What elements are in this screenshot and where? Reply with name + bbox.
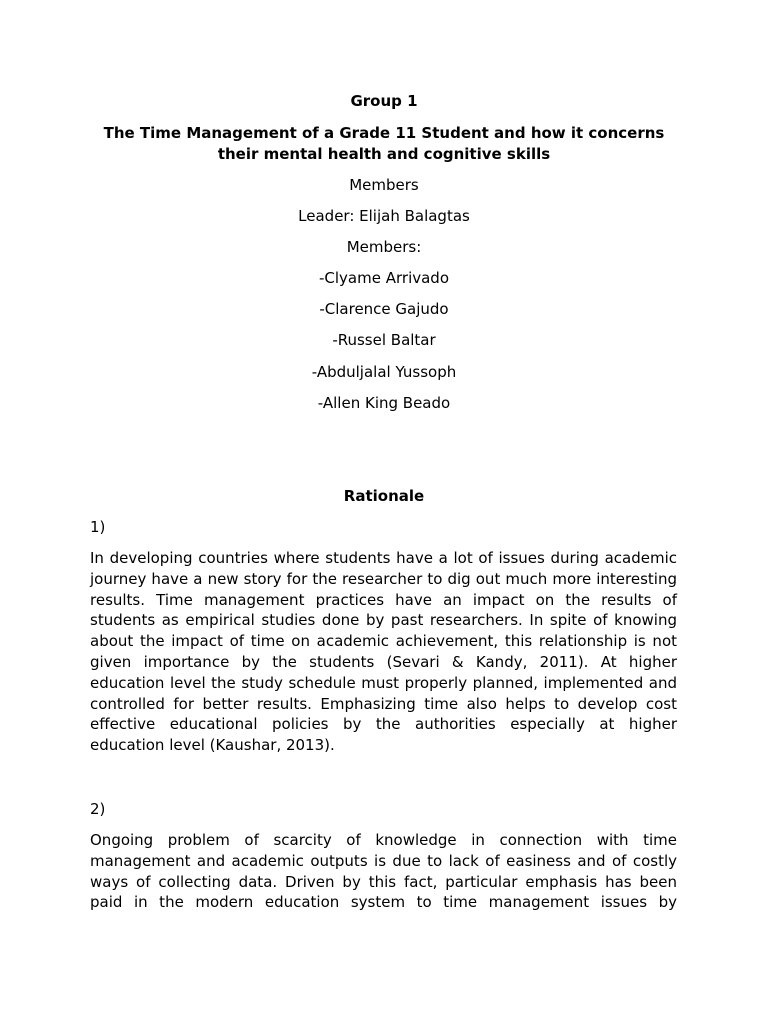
document-title: The Time Management of a Grade 11 Student and how it concerns their mental health and cognitive skills [103,124,665,163]
rationale-paragraph: In developing countries where students have a lot of issues during academic journey have a new story for the researcher to dig out much more interesting results. Time management practices have an impact on the results of students as empirical studies done by past researchers. In spite of knowing about the impact of time on academic achievement, this relationship is not given importance by the students (Sevari & Kandy, 2011). At higher education level the study schedule must properly planned, implemented and controlled for better results. Emphasizing time also helps to develop cost effective educational policies by the authorities especially at higher education level (Kaushar, 2013). [90,549,677,755]
member-item: -Clarence Gajudo [319,300,449,318]
member-item: -Abduljalal Yussoph [311,363,457,381]
item-number: 2) [90,800,106,818]
rationale-paragraph: Ongoing problem of scarcity of knowledge in connection with time management and academic outputs is due to lack of easiness and of costly ways of collecting data. Driven by this fact, particular emphasis has been paid in the modern education system to time management issues by [90,831,677,912]
member-item: -Allen King Beado [317,394,451,412]
rationale-heading: Rationale [343,487,425,505]
leader-line: Leader: Elijah Balagtas [298,207,470,225]
member-item: -Russel Baltar [332,331,436,349]
member-item: -Clyame Arrivado [319,269,449,287]
group-label: Group 1 [350,92,418,110]
members-heading: Members [349,176,419,194]
item-number: 1) [90,518,106,536]
members-label: Members: [346,238,422,256]
